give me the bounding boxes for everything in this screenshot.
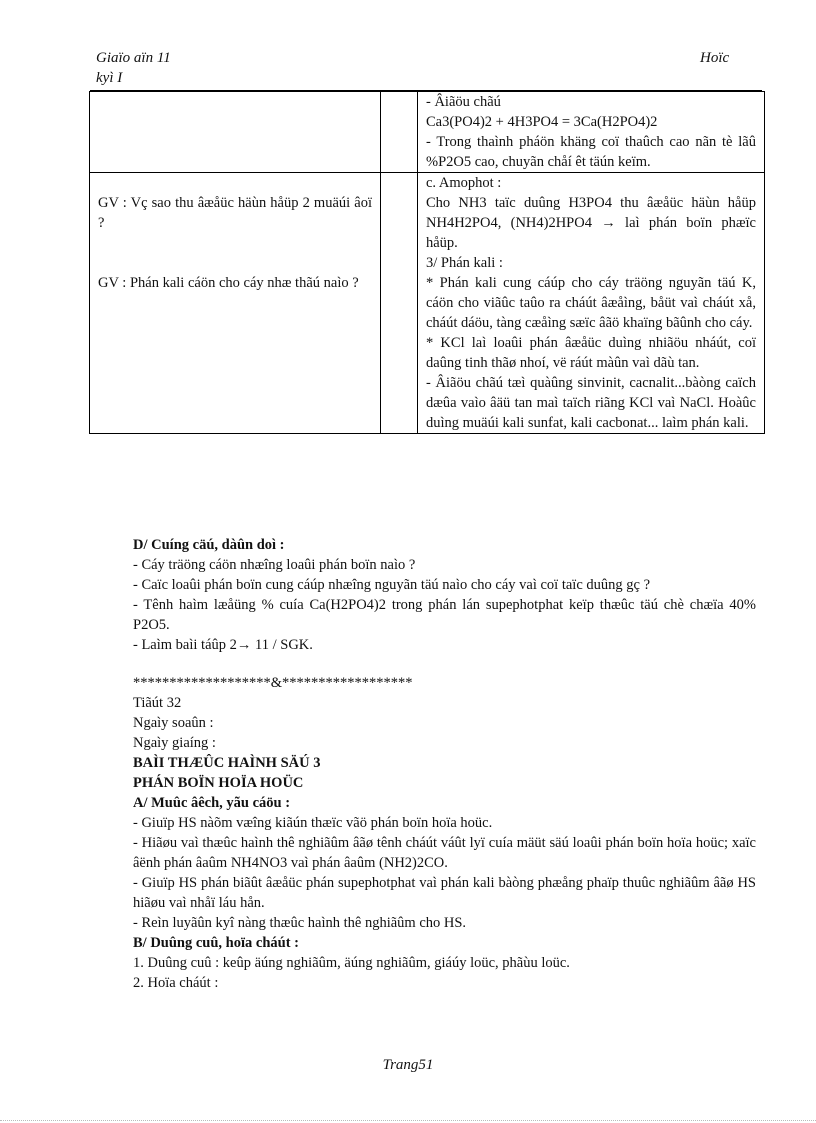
content-line: 3/ Phán kali : [426,255,503,271]
list-item: 2. Hoïa cháút : [133,975,219,991]
header-semester: kyì I [96,70,123,86]
page-number: Trang51 [382,1057,434,1073]
section-separator: *******************&****************** [133,675,413,691]
teacher-question: GV : Vç sao thu âæåüc häùn håüp 2 muäúi âoï ? [98,195,372,231]
list-item: - Cáy träöng cáön nhæîng loaûi phán boïn naìo ? [133,557,416,573]
list-item: 1. Duûng cuû : keûp äúng nghiãûm, äúng nghiãûm, giáúy loüc, phãùu loüc. [133,955,570,971]
review-heading: D/ Cuíng cäú, dàûn doì : [133,537,285,553]
list-item: - Caïc loaûi phán boïn cung cáúp nhæîng nguyãn täú naìo cho cáy vaì coï taïc duûng gç ? [133,577,651,593]
document-body [133,535,756,993]
objectives-heading: A/ Muûc âêch, yãu cáöu : [133,795,291,811]
teach-date: Ngaìy giaíng : [133,735,216,751]
list-item: - Hiãøu vaì thæûc haình thê nghiãûm âãø tênh cháút váût lyï cuía mäüt säú loaûi phán boïn hoïa hoüc; xaïc âënh phán âaûm NH4NO3 vaì phán âaûm (NH2)2CO. [133,835,756,871]
list-item: - Reìn luyãûn kyî nàng thæûc haình thê nghiãûm cho HS. [133,915,467,931]
content-line: * Phán kali cung cáúp cho cáy träöng nguyãn täú K, cáön cho viãûc taûo ra cháút âæåìng, båüt vaì cháút xå, cháút dáöu, tàng cæåìng sæïc âãö khaïng bãûnh cho cáy. [426,275,756,331]
content-cell [418,92,765,173]
period-number: Tiãút 32 [133,695,182,711]
table-row [90,92,765,173]
content-cell [418,173,765,434]
list-item: - Giuïp HS phán biãût âæåüc phán supephotphat vaì phán kali bàòng phæång phaïp thuûc nghiãûm âãø HS hiãøu vaì nhåï láu hån. [133,875,756,911]
teacher-question: GV : Phán kali cáön cho cáy nhæ thãú naìo ? [98,275,359,291]
content-line: Cho NH3 taïc duûng H3PO4 thu âæåüc häùn håüp NH4H2PO4, (NH4)2HPO4 → laì phán boïn phæïc håüp. [426,195,756,251]
content-line: - Trong thaình pháön khäng coï thaûch cao nãn tè lãû %P2O5 cao, chuyãn chåí êt täún keïm. [426,134,756,170]
spacer-cell [381,92,418,173]
content-line: Ca3(PO4)2 + 4H3PO4 = 3Ca(H2PO4)2 [426,114,658,130]
content-line: * KCl laì loaûi phán âæåüc duìng nhiãöu nháút, coï daûng tinh thãø nhoí, vë ráút màûn vaì dãù tan. [426,335,756,371]
prep-date: Ngaìy soaûn : [133,715,214,731]
list-item: - Giuïp HS nàõm væîng kiãún thæïc vãö phán boïn hoïa hoüc. [133,815,493,831]
page-edge [0,1120,816,1121]
spacer-cell [381,173,418,434]
header-subject: Giaïo aïn 11 [96,50,171,66]
lesson-title: BAÌI THÆÛC HAÌNH SÄÚ 3 [133,755,321,771]
content-line: c. Amophot : [426,175,502,191]
lesson-subtitle: PHÁN BOÏN HOÏA HOÜC [133,775,304,791]
content-line: - Âiãöu chãú [426,94,501,110]
content-line: - Âiãöu chãú tæì quàûng sinvinit, cacnalit...bàòng caïch dæûa vaìo âäü tan maì taïch riãng KCl vaì NaCl. Hoàûc duìng muäúi kali sunfat, kali cacbonat... laìm phán kali. [426,375,756,431]
list-item: - Tênh haìm læåüng % cuía Ca(H2PO4)2 trong phán lán supephotphat keïp thæûc täú chè chæïa 40% P2O5. [133,597,756,633]
lesson-table [89,91,765,434]
list-item: - Laìm baìi táûp 2→ 11 / SGK. [133,637,313,653]
materials-heading: B/ Duûng cuû, hoïa cháút : [133,935,299,951]
table-row [90,173,765,434]
teacher-cell [90,92,381,173]
header-author: Hoïc [700,50,730,66]
teacher-cell [90,173,381,434]
